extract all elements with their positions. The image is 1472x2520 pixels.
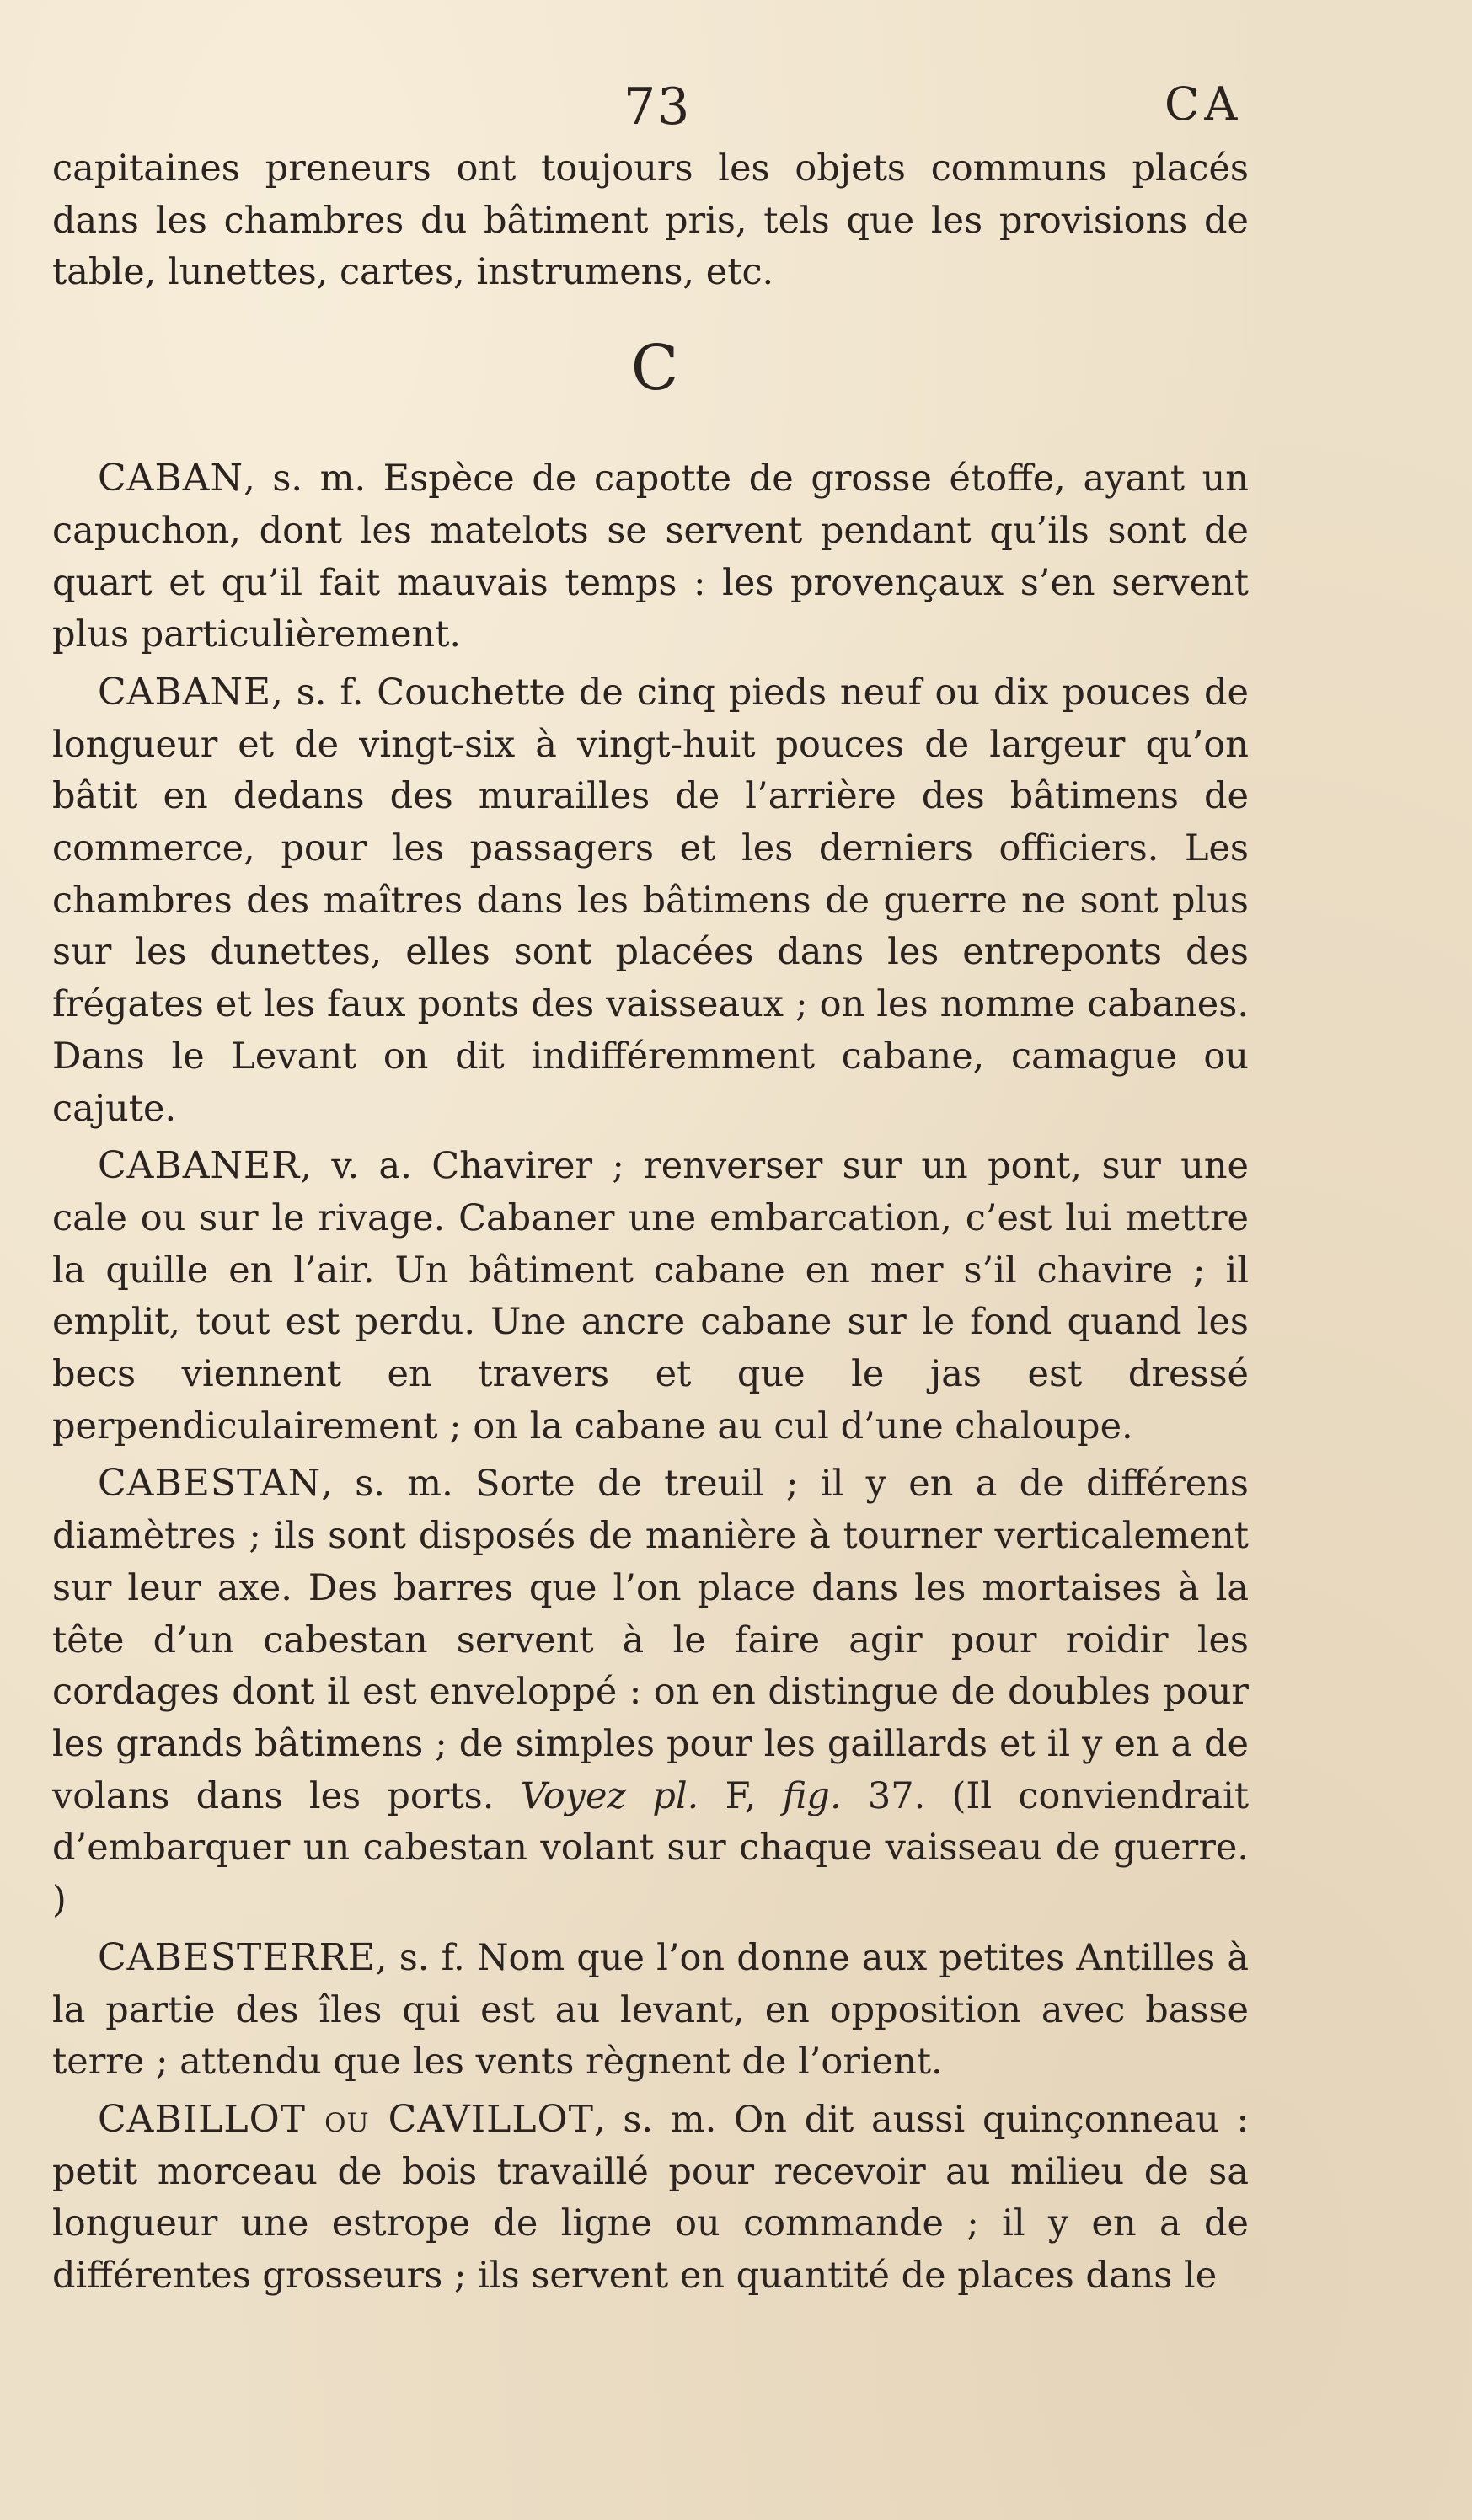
headword: CABESTERRE (98, 1935, 376, 1979)
dictionary-text (52, 143, 1249, 2303)
running-head: CA (1164, 78, 1243, 131)
definition: Sorte de treuil ; il y en a de différens diamètres ; ils sont disposés de manière à tourner verticalement sur leur axe. Des barres que l’on place dans les mortaises à la tête d’un cabestan servent à le faire agir pour roidir les cordages dont il est enveloppé : on en distingue de doubles pour les grands bâtimens ; de simples pour les gaillards et il y en a de volans dans les ports. (52, 1463, 1249, 1817)
figure-reference: fig. (782, 1774, 842, 1817)
plate-letter: F, (699, 1774, 783, 1817)
grammar-label: , s. m. (244, 457, 367, 500)
entry-cabaner (52, 1140, 1249, 1453)
entry-caban (52, 452, 1249, 661)
definition: Espèce de capotte de grosse étoffe, ayant un capuchon, dont les matelots se servent pendant qu’ils sont de quart et qu’il fait mauvais temps : les provençaux s’en servent plus particulièrement. (52, 457, 1249, 656)
entry-cabane (52, 666, 1249, 1135)
section-letter-heading: C (630, 332, 679, 405)
definition: Chavirer ; renverser sur un pont, sur une cale ou sur le rivage. Cabaner une embarcation, c’est lui mettre la quille en l’air. Un bâtiment cabane en mer s’il chavire ; il emplit, tout est perdu. Une ancre cabane sur le fond quand les becs viennent en travers et que le jas est dressé perpendiculairement ; on la cabane au cul d’une chaloupe. (52, 1145, 1249, 1447)
headword: CABILLOT ou CAVILLOT (98, 2097, 594, 2141)
page-number: 73 (624, 78, 692, 136)
headword: CABAN (98, 457, 244, 500)
definition: On dit aussi quinçonneau : petit morceau de bois travaillé pour recevoir au milieu de sa longueur une estrope de ligne ou commande ; il y en a de différentes grosseurs ; ils servent en quantité de places dans le (52, 2098, 1249, 2298)
definition: Couchette de cinq pieds neuf ou dix pouces de longueur et de vingt-six à vingt-huit pouces de largeur qu’on bâtit en dedans des murailles de l’arrière des bâtimens de commerce, pour les passagers et les derniers officiers. Les chambres des maîtres dans les bâtimens de guerre ne sont plus sur les dunettes, elles sont placées dans les entreponts des frégates et les faux ponts des vaisseaux ; on les nomme cabanes. Dans le Levant on dit indifféremment cabane, camague ou cajute. (52, 671, 1249, 1130)
headword: CABANER (98, 1144, 301, 1188)
grammar-label: , s. f. (375, 1936, 465, 1979)
continued-entry-text: capitaines preneurs ont toujours les objets communs placés dans les chambres du bâtiment pris, tels que les provisions de table, lunettes, cartes, instrumens, etc. (52, 147, 1249, 294)
grammar-label: , s. m. (321, 1463, 453, 1506)
entry-cabestan (52, 1458, 1249, 1926)
grammar-label: , v. a. (300, 1145, 412, 1188)
grammar-label: , s. f. (271, 671, 364, 714)
page-header (0, 78, 1472, 145)
definition: Nom que l’on donne aux petites Antilles à la partie des îles qui est au levant, en opposition avec basse terre ; attendu que les vents règnent de l’orient. (52, 1936, 1249, 2084)
plate-reference: Voyez pl. (520, 1774, 699, 1817)
grammar-label: , s. m. (593, 2098, 717, 2141)
entry-cabesterre (52, 1932, 1249, 2089)
entry-cabillot (52, 2094, 1249, 2303)
definition-continued: 37. (Il conviendrait d’embarquer un cabestan volant sur chaque vaisseau de guerre. ) (52, 1774, 1249, 1922)
headword: CABESTAN (98, 1462, 322, 1506)
headword: CABANE (98, 670, 272, 714)
